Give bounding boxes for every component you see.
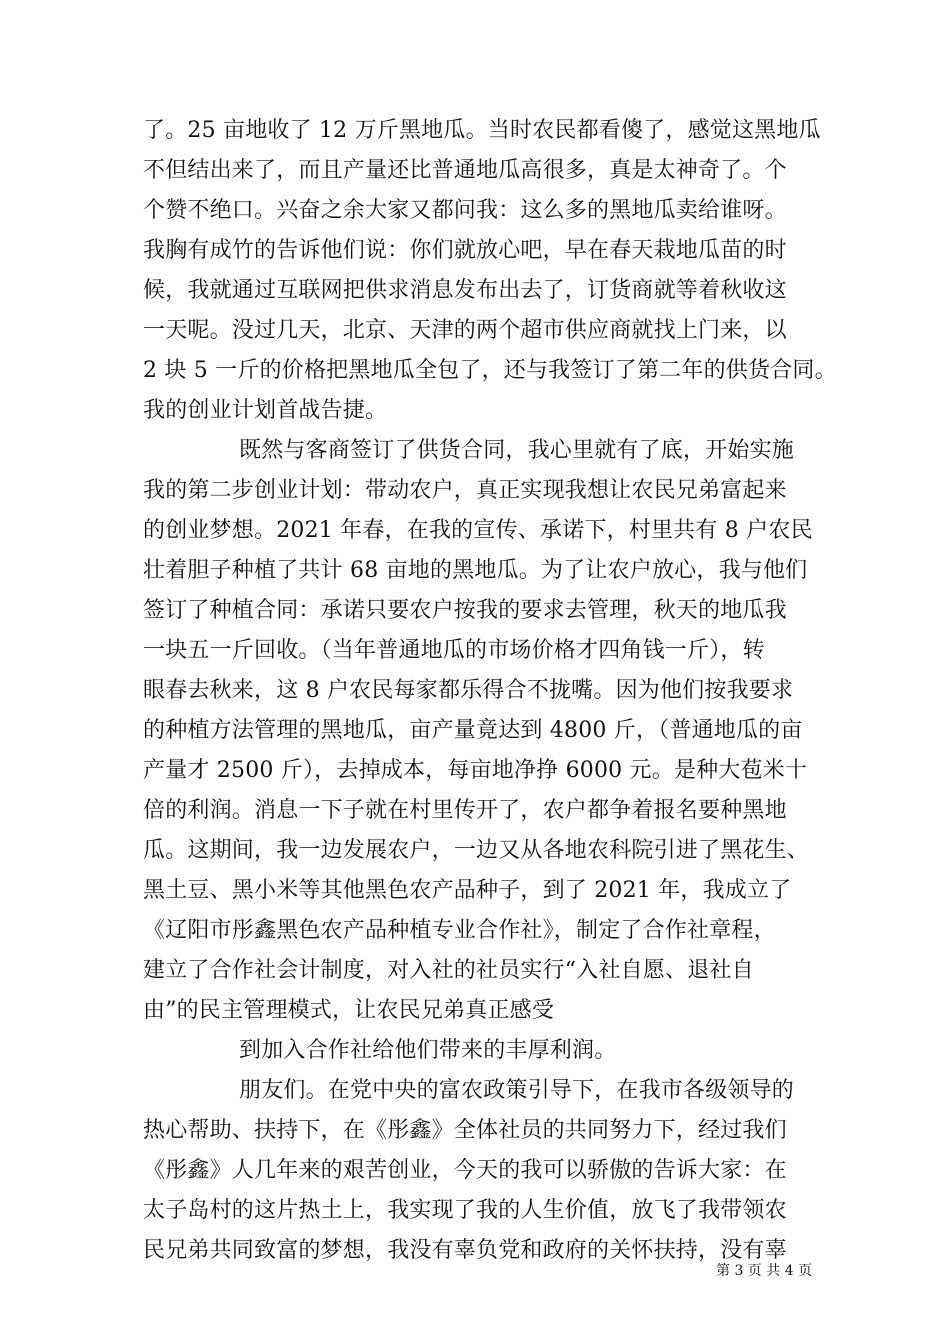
text-line: 的种植方法管理的黑地瓜，亩产量竟达到 4800 斤，（普通地瓜的亩 — [143, 718, 803, 743]
text-line: 我的创业计划首战告捷。 — [143, 398, 388, 423]
text-line: 《辽阳市彤鑫黑色农产品种植专业合作社》，制定了合作社章程， — [143, 918, 776, 943]
text-line: 太子岛村的这片热土上，我实现了我的人生价值，放飞了我带领农 — [143, 1198, 787, 1223]
text-line: 一块五一斤回收。（当年普通地瓜的市场价格才四角钱一斤），转 — [143, 638, 765, 663]
text-line: 壮着胆子种植了共计 68 亩地的黑地瓜。为了让农户放心，我与他们 — [143, 558, 808, 583]
text-line: 产量才 2500 斤），去掉成本，每亩地净挣 6000 元。是种大苞米十 — [143, 758, 808, 783]
text-line: 一天呢。没过几天，北京、天津的两个超市供应商就找上门来，以 — [143, 318, 787, 343]
paragraph-start-line: 既然与客商签订了供货合同，我心里就有了底，开始实施 — [239, 438, 795, 463]
text-line: 签订了种植合同：承诺只要农户按我的要求去管理，秋天的地瓜我 — [143, 598, 787, 623]
text-line: 我的第二步创业计划：带动农户，真正实现我想让农民兄弟富起来 — [143, 478, 787, 503]
text-line: 了。25 亩地收了 12 万斤黑地瓜。当时农民都看傻了，感觉这黑地瓜 — [143, 118, 821, 143]
text-line: 建立了合作社会计制度，对入社的社员实行“入社自愿、退社自 — [143, 958, 754, 983]
text-line: 我胸有成竹的告诉他们说：你们就放心吧，早在春天栽地瓜苗的时 — [143, 238, 787, 263]
text-line: 倍的利润。消息一下子就在村里传开了，农户都争着报名要种黑地 — [143, 798, 787, 823]
page-number-footer: 第 3 页 共 4 页 — [716, 1263, 813, 1279]
text-line: 《彤鑫》人几年来的艰苦创业，今天的我可以骄傲的告诉大家：在 — [143, 1158, 787, 1183]
text-line: 不但结出来了，而且产量还比普通地瓜高很多，真是太神奇了。个 — [143, 158, 787, 183]
paragraph-start-line: 朋友们。在党中央的富农政策引导下，在我市各级领导的 — [239, 1078, 795, 1103]
text-line: 热心帮助、扶持下，在《彤鑫》全体社员的共同努力下，经过我们 — [143, 1118, 787, 1143]
text-line: 眼春去秋来，这 8 户农民每家都乐得合不拢嘴。因为他们按我要求 — [143, 678, 794, 703]
text-line: 候，我就通过互联网把供求消息发布出去了，订货商就等着秋收这 — [143, 278, 787, 303]
paragraph-start-line: 到加入合作社给他们带来的丰厚利润。 — [239, 1038, 617, 1063]
text-line: 的创业梦想。2021 年春，在我的宣传、承诺下，村里共有 8 户农民 — [143, 518, 813, 543]
text-line: 瓜。这期间，我一边发展农户，一边又从各地农科院引进了黑花生、 — [143, 838, 810, 863]
text-line: 个赞不绝口。兴奋之余大家又都问我：这么多的黑地瓜卖给谁呀。 — [143, 198, 787, 223]
text-line: 2 块 5 一斤的价格把黑地瓜全包了，还与我签订了第二年的供货合同。 — [143, 358, 837, 383]
text-line: 民兄弟共同致富的梦想，我没有辜负党和政府的关怀扶持，没有辜 — [143, 1238, 787, 1263]
text-line: 由”的民主管理模式，让农民兄弟真正感受 — [143, 998, 555, 1023]
text-line: 黑土豆、黑小米等其他黑色农产品种子，到了 2021 年，我成立了 — [143, 878, 792, 903]
